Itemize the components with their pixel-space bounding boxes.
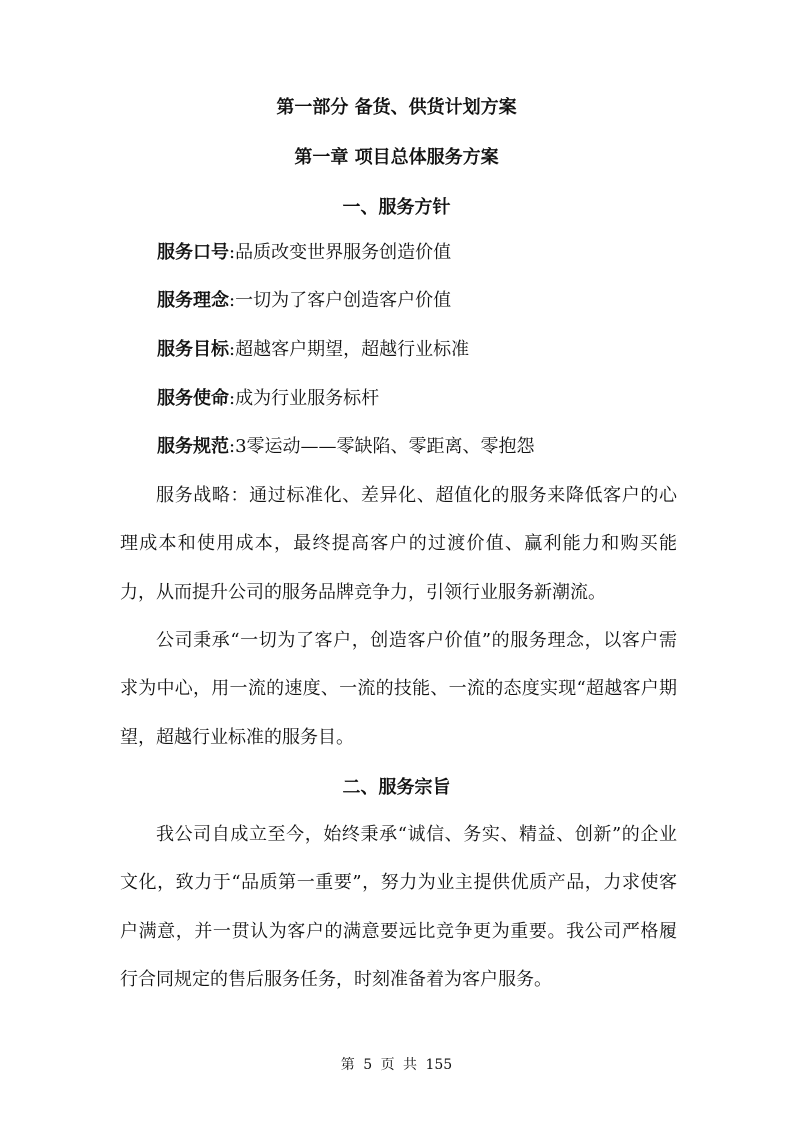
service-item-mission [157,387,677,411]
section-heading-service-policy: 一、服务方针 [342,197,451,218]
page-number-footer: 第 5 页 共 155 [340,1057,453,1073]
service-item-sep: : [229,242,236,263]
service-item-key: 服务目标 [157,339,229,360]
service-item-value: 品质改变世界服务创造价值 [235,242,452,263]
service-item-sep: : [229,436,236,457]
service-item-value: 成为行业服务标杆 [235,388,380,409]
service-item-value: 一切为了客户创造客户价值 [235,290,452,311]
service-item-sep: : [229,290,236,311]
part-title: 第一部分 备货、供货计划方案 [276,97,517,118]
service-item-sep: : [229,388,236,409]
service-item-key: 服务使命 [157,388,229,409]
service-item-key: 服务口号 [157,242,229,263]
service-item-sep: : [229,339,236,360]
section-heading-service-purpose: 二、服务宗旨 [342,777,451,798]
service-item-concept [157,289,677,313]
chapter-title: 第一章 项目总体服务方案 [294,147,499,168]
service-item-key: 服务理念 [157,290,229,311]
service-item-key: 服务规范 [157,436,229,457]
paragraph-service-philosophy: 公司秉承“一切为了客户，创造客户价值”的服务理念，以客户需求为中心，用一流的速度、一流的技能、一流的态度实现“超越客户期望，超越行业标准的服务目。 [120,630,677,748]
service-item-goal [157,338,677,362]
service-item-value: 超越客户期望，超越行业标准 [235,339,470,360]
service-item-value: 3零运动——零缺陷、零距离、零抱怨 [235,436,535,457]
service-item-standard [157,435,677,459]
paragraph-service-purpose: 我公司自成立至今，始终秉承“诚信、务实、精益、创新”的企业文化，致力于“品质第一重要”，努力为业主提供优质产品，力求使客户满意，并一贯认为客户的满意要远比竞争更为重要。我公司严格履行合同规定的售后服务任务，时刻准备着为客户服务。 [120,824,677,990]
service-item-slogan [157,241,677,265]
paragraph-service-strategy: 服务战略：通过标准化、差异化、超值化的服务来降低客户的心理成本和使用成本，最终提高客户的过渡价值、赢利能力和购买能力，从而提升公司的服务品牌竞争力，引领行业服务新潮流。 [120,485,677,603]
